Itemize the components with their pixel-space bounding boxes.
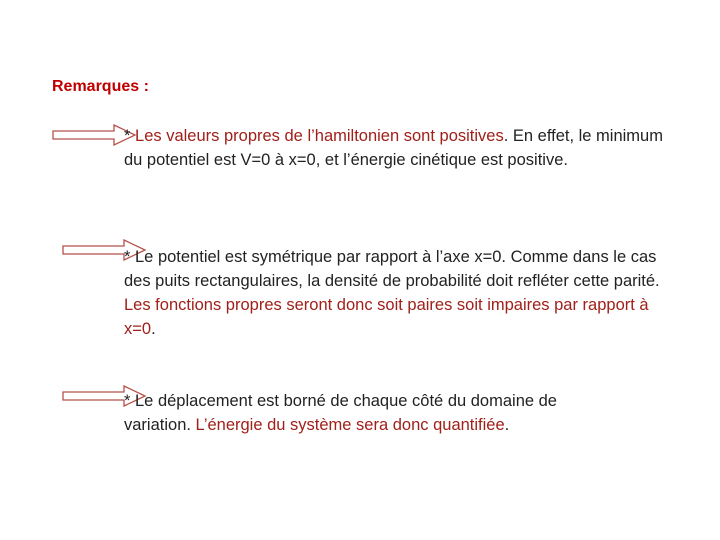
remark-highlight: L’énergie du système sera donc quantifiée <box>195 416 505 434</box>
remark-text: * Le potentiel est symétrique par rapport à l’axe x=0. Comme dans le cas des puits rectangulaires, la densité de probabilité doit refléter cette parité. <box>124 248 660 290</box>
remark-highlight: Les valeurs propres de l’hamiltonien sont positives <box>135 127 504 145</box>
remark-1 <box>124 124 664 172</box>
remark-3 <box>124 389 624 437</box>
remark-text: * Le déplacement est borné de chaque côté du domaine de variation. <box>124 392 557 434</box>
remark-text: . En effet, le minimum du potentiel est V=0 à x=0, et l’énergie cinétique est positive. <box>124 127 663 169</box>
slide-title: Remarques : <box>52 78 149 95</box>
remark-text: . <box>504 416 510 434</box>
remark-highlight: Les fonctions propres seront donc soit paires soit impaires par rapport à x=0 <box>124 296 649 338</box>
remark-2 <box>124 245 664 341</box>
remark-text: . <box>151 320 156 338</box>
remark-text: * <box>124 127 136 145</box>
